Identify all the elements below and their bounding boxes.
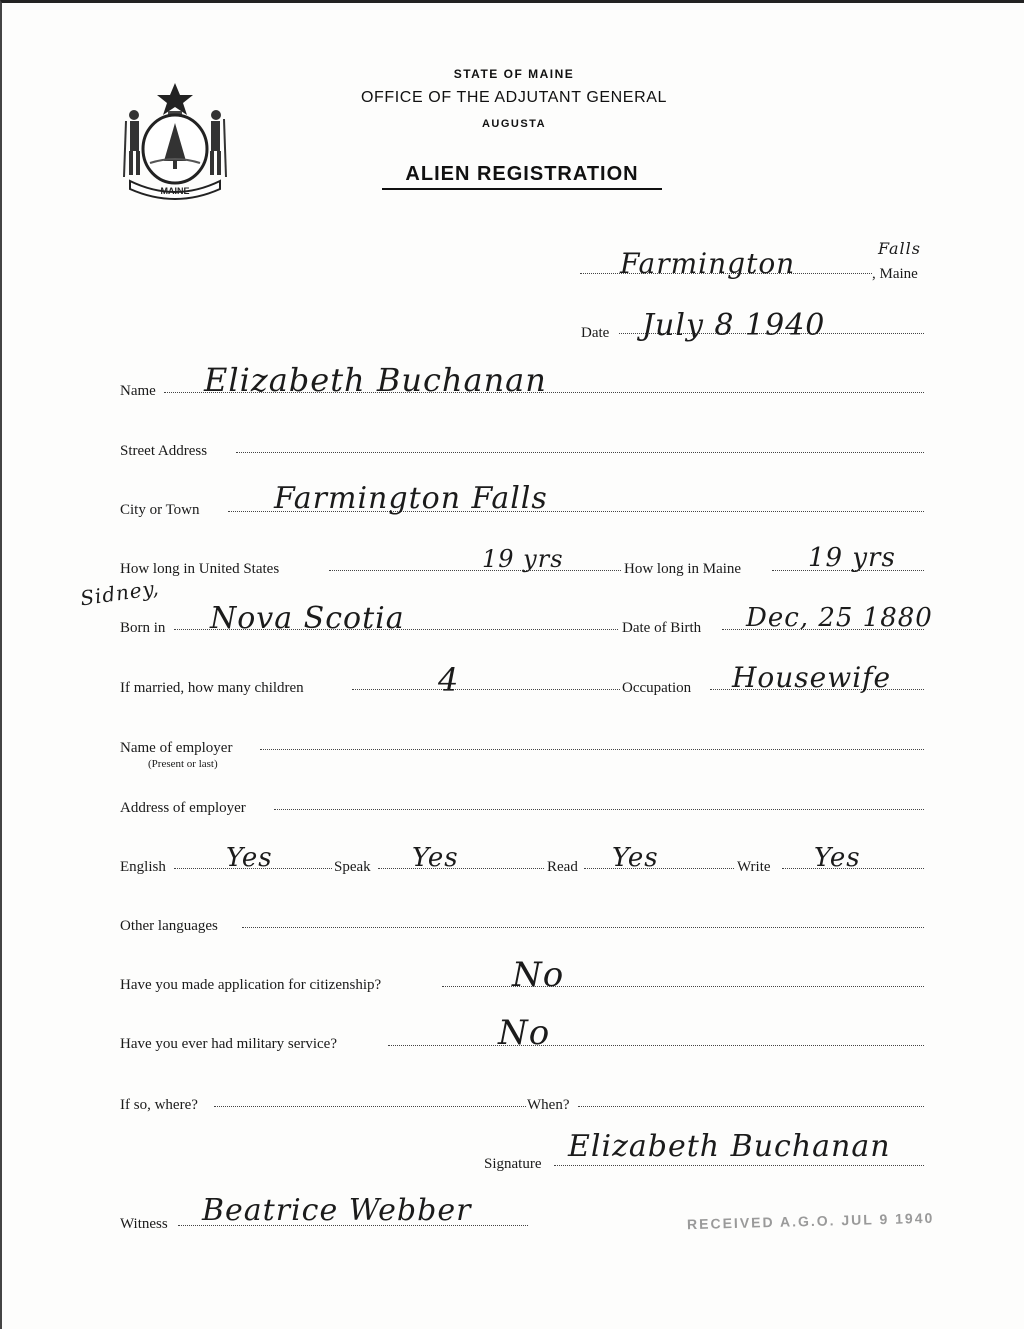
speak-line xyxy=(378,868,544,869)
children-value: 4 xyxy=(438,661,460,699)
employer-address-line xyxy=(274,809,924,810)
employer-name-sublabel: (Present or last) xyxy=(148,758,218,770)
write-label: Write xyxy=(737,859,771,875)
military-value: No xyxy=(498,1013,551,1053)
date-label: Date xyxy=(581,325,610,341)
city-value: Farmington Falls xyxy=(274,481,548,516)
form-title: ALIEN REGISTRATION xyxy=(382,163,662,190)
signature-label: Signature xyxy=(484,1156,542,1172)
header-state: STATE OF MAINE xyxy=(453,67,575,81)
english-value: Yes xyxy=(226,843,273,873)
where-label: If so, where? xyxy=(120,1097,198,1113)
military-line xyxy=(388,1045,924,1046)
employer-name-label: Name of employer xyxy=(120,740,233,756)
signature-line xyxy=(554,1165,924,1166)
born-in-label: Born in xyxy=(120,620,166,636)
children-label: If married, how many children xyxy=(120,680,304,696)
place-addition: Falls xyxy=(878,239,921,258)
read-line xyxy=(584,868,734,869)
born-in-prefix: Sidney, xyxy=(78,575,161,611)
how-long-us-label: How long in United States xyxy=(120,561,280,577)
other-languages-label: Other languages xyxy=(120,918,218,934)
witness-label: Witness xyxy=(120,1216,168,1232)
header-office: OFFICE OF THE ADJUTANT GENERAL xyxy=(360,89,668,106)
place-suffix: , Maine xyxy=(872,266,918,282)
received-stamp: RECEIVED A.G.O. JUL 9 1940 xyxy=(686,1209,935,1233)
speak-value: Yes xyxy=(412,843,459,873)
occupation-value: Housewife xyxy=(732,661,892,694)
citizenship-label: Have you made application for citizenship? xyxy=(120,977,382,993)
street-address-label: Street Address xyxy=(120,443,208,459)
seal-banner-text: MAINE xyxy=(160,186,190,196)
read-label: Read xyxy=(547,859,578,875)
place-value: Farmington xyxy=(620,247,796,280)
other-languages-line xyxy=(242,927,924,928)
city-label: City or Town xyxy=(120,502,200,518)
header-city: AUGUSTA xyxy=(481,118,547,130)
military-label: Have you ever had military service? xyxy=(120,1036,337,1052)
how-long-maine-value: 19 yrs xyxy=(808,543,896,573)
street-address-line xyxy=(236,452,924,453)
how-long-us-line xyxy=(329,570,621,571)
date-of-birth-label: Date of Birth xyxy=(622,620,702,636)
citizenship-value: No xyxy=(512,955,565,995)
name-value: Elizabeth Buchanan xyxy=(204,361,547,399)
when-label: When? xyxy=(527,1097,570,1113)
occupation-label: Occupation xyxy=(622,680,692,696)
how-long-maine-label: How long in Maine xyxy=(624,561,742,577)
name-label: Name xyxy=(120,383,156,399)
english-label: English xyxy=(120,859,166,875)
write-value: Yes xyxy=(814,843,861,873)
signature-value: Elizabeth Buchanan xyxy=(568,1129,891,1164)
children-line xyxy=(352,689,620,690)
how-long-us-value: 19 yrs xyxy=(482,545,564,573)
date-value: July 8 1940 xyxy=(642,308,826,343)
date-of-birth-value: Dec, 25 1880 xyxy=(746,603,933,633)
born-in-value: Nova Scotia xyxy=(210,601,405,636)
when-line xyxy=(578,1106,924,1107)
read-value: Yes xyxy=(612,843,659,873)
employer-address-label: Address of employer xyxy=(120,800,246,816)
where-line xyxy=(214,1106,526,1107)
witness-value: Beatrice Webber xyxy=(202,1193,472,1228)
employer-name-line xyxy=(260,749,924,750)
speak-label: Speak xyxy=(334,859,371,875)
